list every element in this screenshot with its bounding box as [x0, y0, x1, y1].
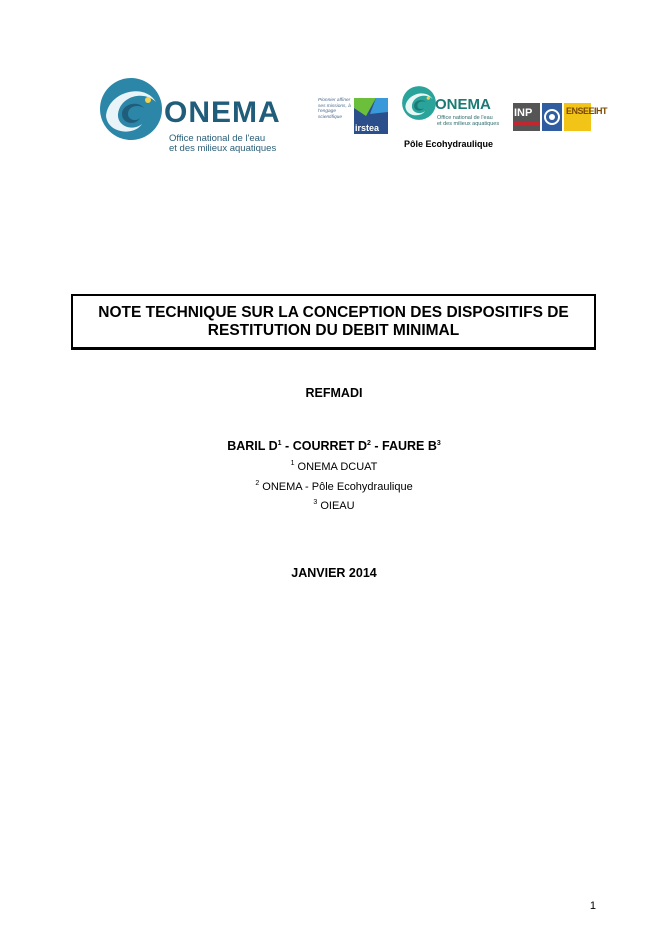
enseeiht-wordmark: ENSEEIHT — [566, 106, 608, 116]
onema-pole-logo — [401, 85, 507, 155]
author: BARIL $D^1$ — [227, 439, 282, 453]
onema-pole-subtitle: Office national de l'eau et des milieux aquatiques — [437, 115, 500, 128]
onema-wordmark: ONEMA — [164, 96, 281, 129]
inp-circle-icon — [542, 103, 562, 131]
authors-line: BARIL $D^1$ - COURRET $D^2$ - FAURE $B^3$ — [227, 439, 441, 453]
author: FAURE $B^3$ — [382, 439, 441, 453]
document-title-line-2: RESTITUTION DU DEBIT MINIMAL — [207, 321, 460, 339]
inp-wordmark: INP — [514, 107, 533, 119]
publication-date: JANVIER 2014 — [291, 566, 377, 580]
pole-ecohydraulique-label: Pôle Ecohydraulique — [404, 139, 494, 149]
project-name: REFMADI — [305, 386, 363, 400]
onema-subtitle: Office national de l'eau et des milieux aquatiques — [169, 133, 277, 154]
page-number: 1 — [589, 900, 596, 912]
onema-main-logo — [98, 76, 304, 160]
onema-pole-wordmark: ONEMA — [435, 96, 491, 113]
document-title-line-1: NOTE TECHNIQUE SUR LA CONCEPTION DES DISPOSITIFS DE — [98, 303, 569, 321]
irstea-logo — [318, 94, 392, 140]
inp-block — [513, 103, 540, 131]
affiliation-3: $^3$ OIEAU — [313, 499, 355, 512]
irstea-tagline: Pionnier affiner ses missions, à l'engage scientifique — [318, 98, 351, 120]
affiliation-1: $^1$ ONEMA DCUAT — [290, 460, 378, 473]
irstea-wordmark: irstea — [355, 123, 380, 133]
onema-swirl-icon — [98, 76, 164, 142]
onema-pole-swirl-icon — [401, 85, 437, 121]
affiliation-2: $^2$ ONEMA - Pôle Ecohydraulique — [255, 480, 413, 493]
document-title-box — [71, 294, 596, 350]
inp-enseeiht-logo — [513, 103, 608, 135]
enseeiht-block — [564, 103, 608, 131]
author: COURRET $D^2$ — [292, 439, 371, 453]
